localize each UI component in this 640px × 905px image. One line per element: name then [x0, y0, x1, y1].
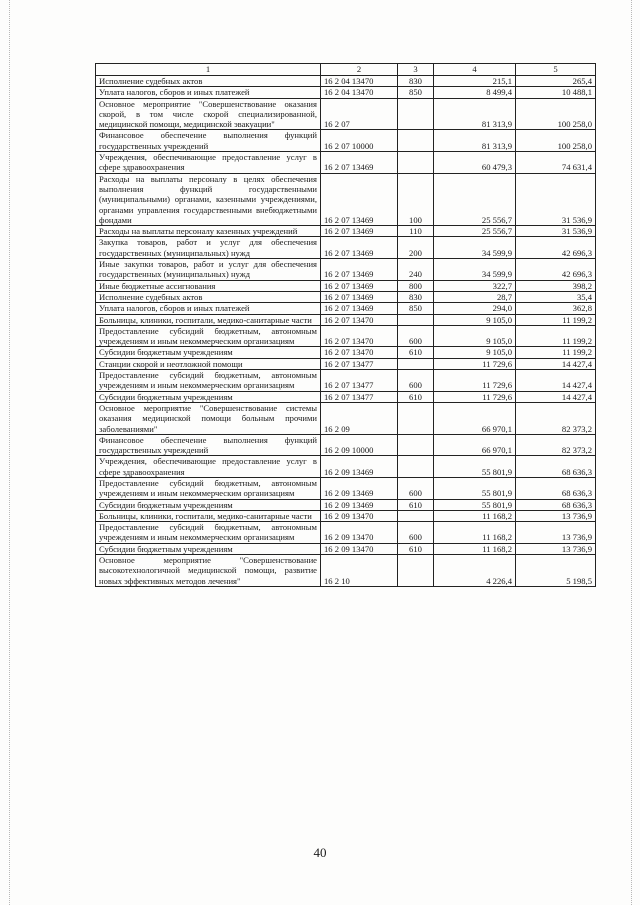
table-row: [96, 226, 596, 237]
cell-v2021: 13 736,9: [516, 543, 596, 554]
cell-vr: 850: [398, 87, 434, 98]
budget-table: [95, 63, 596, 587]
table-row: [96, 303, 596, 314]
cell-code: 16 2 07 13470: [321, 325, 398, 347]
cell-name: Уплата налогов, сборов и иных платежей: [96, 87, 321, 98]
cell-code: 16 2 07: [321, 98, 398, 130]
cell-vr: 830: [398, 76, 434, 87]
cell-v2020: 55 801,9: [434, 477, 516, 499]
cell-v2020: 11 729,6: [434, 370, 516, 392]
cell-name: Иные закупки товаров, работ и услуг для обеспечения государственных (муниципальных) нужд: [96, 259, 321, 281]
header-cell-vr: 3: [398, 64, 434, 76]
cell-name: Субсидии бюджетным учреждениям: [96, 543, 321, 554]
cell-code: 16 2 09 13470: [321, 510, 398, 521]
cell-v2020: 66 970,1: [434, 402, 516, 434]
cell-v2020: 55 801,9: [434, 456, 516, 478]
cell-vr: 600: [398, 522, 434, 544]
cell-vr: 610: [398, 499, 434, 510]
cell-v2021: 100 258,0: [516, 98, 596, 130]
cell-v2021: 31 536,9: [516, 173, 596, 225]
cell-vr: 240: [398, 259, 434, 281]
table-row: [96, 130, 596, 152]
cell-v2021: 11 199,2: [516, 347, 596, 358]
page-number: 40: [313, 845, 327, 860]
cell-name: Исполнение судебных актов: [96, 291, 321, 302]
cell-name: Предоставление субсидий бюджетным, автономным учреждениям и иным некоммерческим организациям: [96, 477, 321, 499]
table-row: [96, 152, 596, 174]
cell-v2021: 31 536,9: [516, 226, 596, 237]
cell-v2020: 81 313,9: [434, 98, 516, 130]
cell-v2020: 34 599,9: [434, 237, 516, 259]
cell-v2021: 14 427,4: [516, 391, 596, 402]
cell-v2021: 14 427,4: [516, 358, 596, 369]
cell-code: 16 2 07 13469: [321, 303, 398, 314]
cell-v2020: 9 105,0: [434, 325, 516, 347]
cell-code: 16 2 10: [321, 555, 398, 587]
cell-v2021: 13 736,9: [516, 510, 596, 521]
cell-vr: [398, 434, 434, 456]
cell-vr: [398, 456, 434, 478]
cell-code: 16 2 09 13469: [321, 499, 398, 510]
table-header-row: [96, 64, 596, 76]
budget-table-body: [96, 64, 596, 587]
cell-v2021: 14 427,4: [516, 370, 596, 392]
cell-v2021: 82 373,2: [516, 434, 596, 456]
cell-v2021: 398,2: [516, 280, 596, 291]
header-cell-v2020: 4: [434, 64, 516, 76]
cell-code: 16 2 07 13469: [321, 226, 398, 237]
cell-name: Субсидии бюджетным учреждениям: [96, 499, 321, 510]
cell-v2020: 4 226,4: [434, 555, 516, 587]
cell-code: 16 2 07 13477: [321, 391, 398, 402]
cell-v2021: 42 696,3: [516, 237, 596, 259]
cell-v2020: 9 105,0: [434, 347, 516, 358]
cell-v2021: 13 736,9: [516, 522, 596, 544]
cell-name: Больницы, клиники, госпитали, медико-санитарные части: [96, 510, 321, 521]
cell-v2020: 25 556,7: [434, 226, 516, 237]
table-row: [96, 543, 596, 554]
cell-code: 16 2 09: [321, 402, 398, 434]
cell-name: Расходы на выплаты персоналу в целях обеспечения выполнения функций государственными (муниципальными) органами, казенными учреждениями, органами управления государственными внебюджетными фондами: [96, 173, 321, 225]
cell-vr: [398, 152, 434, 174]
cell-code: 16 2 04 13470: [321, 76, 398, 87]
table-row: [96, 325, 596, 347]
cell-name: Финансовое обеспечение выполнения функций государственных учреждений: [96, 130, 321, 152]
cell-v2021: 100 258,0: [516, 130, 596, 152]
cell-code: 16 2 07 13469: [321, 237, 398, 259]
cell-v2021: 11 199,2: [516, 314, 596, 325]
cell-name: Субсидии бюджетным учреждениям: [96, 391, 321, 402]
table-row: [96, 477, 596, 499]
cell-vr: [398, 555, 434, 587]
cell-v2020: 215,1: [434, 76, 516, 87]
cell-vr: 600: [398, 325, 434, 347]
cell-name: Учреждения, обеспечивающие предоставление услуг в сфере здравоохранения: [96, 152, 321, 174]
cell-vr: 200: [398, 237, 434, 259]
cell-name: Учреждения, обеспечивающие предоставление услуг в сфере здравоохранения: [96, 456, 321, 478]
cell-v2020: 25 556,7: [434, 173, 516, 225]
cell-code: 16 2 09 13470: [321, 522, 398, 544]
table-row: [96, 314, 596, 325]
table-row: [96, 259, 596, 281]
cell-code: 16 2 07 13477: [321, 370, 398, 392]
cell-code: 16 2 09 10000: [321, 434, 398, 456]
cell-name: Основное мероприятие "Совершенствование оказания скорой, в том числе скорой специализированной, медицинской помощи, медицинской эвакуации": [96, 98, 321, 130]
cell-v2021: 10 488,1: [516, 87, 596, 98]
cell-name: Расходы на выплаты персоналу казенных учреждений: [96, 226, 321, 237]
cell-v2020: 60 479,3: [434, 152, 516, 174]
table-row: [96, 522, 596, 544]
cell-name: Основное мероприятие "Совершенствование высокотехнологичной медицинской помощи, развитие новых эффективных методов лечения": [96, 555, 321, 587]
cell-vr: 850: [398, 303, 434, 314]
cell-vr: 610: [398, 391, 434, 402]
table-row: [96, 456, 596, 478]
cell-v2020: 28,7: [434, 291, 516, 302]
table-row: [96, 87, 596, 98]
table-row: [96, 555, 596, 587]
cell-code: 16 2 07 13470: [321, 347, 398, 358]
cell-name: Финансовое обеспечение выполнения функций государственных учреждений: [96, 434, 321, 456]
cell-v2021: 68 636,3: [516, 456, 596, 478]
cell-vr: [398, 510, 434, 521]
cell-v2020: 11 729,6: [434, 391, 516, 402]
header-cell-name: 1: [96, 64, 321, 76]
cell-code: 16 2 04 13470: [321, 87, 398, 98]
cell-v2020: 11 729,6: [434, 358, 516, 369]
cell-vr: 110: [398, 226, 434, 237]
cell-vr: [398, 402, 434, 434]
cell-code: 16 2 09 13469: [321, 477, 398, 499]
header-cell-v2021: 5: [516, 64, 596, 76]
cell-v2021: 42 696,3: [516, 259, 596, 281]
cell-v2020: 81 313,9: [434, 130, 516, 152]
table-row: [96, 358, 596, 369]
cell-name: Предоставление субсидий бюджетным, автономным учреждениям и иным некоммерческим организациям: [96, 522, 321, 544]
cell-v2021: 68 636,3: [516, 499, 596, 510]
cell-v2020: 34 599,9: [434, 259, 516, 281]
cell-v2020: 294,0: [434, 303, 516, 314]
table-row: [96, 510, 596, 521]
header-cell-code: 2: [321, 64, 398, 76]
cell-v2020: 322,7: [434, 280, 516, 291]
cell-v2020: 11 168,2: [434, 522, 516, 544]
cell-name: Больницы, клиники, госпитали, медико-санитарные части: [96, 314, 321, 325]
cell-v2020: 66 970,1: [434, 434, 516, 456]
cell-code: 16 2 07 10000: [321, 130, 398, 152]
table-row: [96, 499, 596, 510]
cell-code: 16 2 07 13469: [321, 280, 398, 291]
cell-v2021: 11 199,2: [516, 325, 596, 347]
cell-code: 16 2 07 13469: [321, 291, 398, 302]
cell-vr: 600: [398, 370, 434, 392]
cell-code: 16 2 07 13469: [321, 259, 398, 281]
cell-vr: 610: [398, 347, 434, 358]
cell-v2021: 74 631,4: [516, 152, 596, 174]
table-row: [96, 347, 596, 358]
cell-vr: 800: [398, 280, 434, 291]
cell-v2021: 5 198,5: [516, 555, 596, 587]
table-row: [96, 237, 596, 259]
cell-code: 16 2 07 13469: [321, 173, 398, 225]
cell-code: 16 2 07 13477: [321, 358, 398, 369]
table-row: [96, 370, 596, 392]
cell-vr: [398, 314, 434, 325]
page-edge-right: [631, 0, 633, 905]
cell-name: Основное мероприятие "Совершенствование системы оказания медицинской помощи больным прочими заболеваниями": [96, 402, 321, 434]
cell-name: Исполнение судебных актов: [96, 76, 321, 87]
table-row: [96, 76, 596, 87]
cell-name: Уплата налогов, сборов и иных платежей: [96, 303, 321, 314]
cell-name: Предоставление субсидий бюджетным, автономным учреждениям и иным некоммерческим организациям: [96, 325, 321, 347]
cell-v2021: 82 373,2: [516, 402, 596, 434]
cell-vr: [398, 98, 434, 130]
page-edge-left: [9, 0, 11, 905]
cell-code: 16 2 07 13469: [321, 152, 398, 174]
cell-vr: 830: [398, 291, 434, 302]
table-row: [96, 173, 596, 225]
cell-v2020: 9 105,0: [434, 314, 516, 325]
table-row: [96, 98, 596, 130]
cell-name: Закупка товаров, работ и услуг для обеспечения государственных (муниципальных) нужд: [96, 237, 321, 259]
cell-v2021: 68 636,3: [516, 477, 596, 499]
cell-vr: 100: [398, 173, 434, 225]
cell-v2021: 265,4: [516, 76, 596, 87]
cell-name: Станции скорой и неотложной помощи: [96, 358, 321, 369]
cell-vr: 610: [398, 543, 434, 554]
cell-v2020: 8 499,4: [434, 87, 516, 98]
cell-name: Иные бюджетные ассигнования: [96, 280, 321, 291]
cell-vr: [398, 358, 434, 369]
cell-code: 16 2 09 13469: [321, 456, 398, 478]
cell-v2021: 35,4: [516, 291, 596, 302]
cell-name: Субсидии бюджетным учреждениям: [96, 347, 321, 358]
cell-v2020: 11 168,2: [434, 543, 516, 554]
cell-v2021: 362,8: [516, 303, 596, 314]
cell-name: Предоставление субсидий бюджетным, автономным учреждениям и иным некоммерческим организациям: [96, 370, 321, 392]
cell-code: 16 2 07 13470: [321, 314, 398, 325]
table-row: [96, 434, 596, 456]
cell-v2020: 11 168,2: [434, 510, 516, 521]
cell-code: 16 2 09 13470: [321, 543, 398, 554]
table-row: [96, 280, 596, 291]
cell-v2020: 55 801,9: [434, 499, 516, 510]
table-row: [96, 291, 596, 302]
table-row: [96, 402, 596, 434]
cell-vr: 600: [398, 477, 434, 499]
table-row: [96, 391, 596, 402]
cell-vr: [398, 130, 434, 152]
